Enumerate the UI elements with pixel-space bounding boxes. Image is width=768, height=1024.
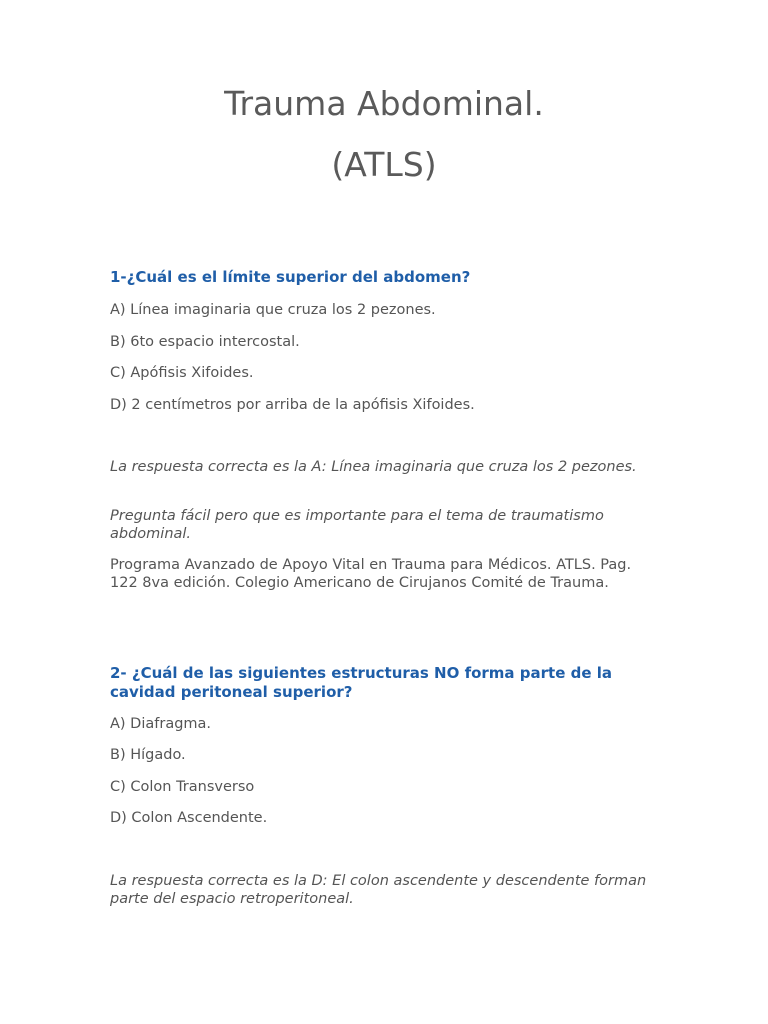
question-2-heading: 2- ¿Cuál de las siguientes estructuras NO forma parte de la cavidad peritoneal superior?	[110, 664, 612, 701]
question-2-option-c: C) Colon Transverso	[110, 779, 255, 795]
document-subtitle: (ATLS)	[331, 145, 437, 184]
question-1-heading: 1-¿Cuál es el límite superior del abdomen?	[110, 268, 471, 286]
document-title: Trauma Abdominal.	[224, 84, 544, 123]
question-1-option-b: B) 6to espacio intercostal.	[110, 334, 300, 350]
question-2-option-b: B) Hígado.	[110, 747, 186, 763]
question-2-answer: La respuesta correcta es la D: El colon ascendente y descendente forman parte del espacio retroperitoneal.	[110, 873, 647, 907]
question-2-option-d: D) Colon Ascendente.	[110, 810, 268, 826]
question-1-answer: La respuesta correcta es la A: Línea imaginaria que cruza los 2 pezones.	[110, 459, 637, 475]
question-1-reference: Programa Avanzado de Apoyo Vital en Trauma para Médicos. ATLS. Pag. 122 8va edición. Colegio Americano de Cirujanos Comité de Trauma.	[110, 557, 632, 591]
question-1-option-d: D) 2 centímetros por arriba de la apófisis Xifoides.	[110, 397, 475, 413]
question-2-option-a: A) Diafragma.	[110, 716, 212, 732]
question-1-option-c: C) Apófisis Xifoides.	[110, 365, 254, 381]
question-1-comment: Pregunta fácil pero que es importante para el tema de traumatismo abdominal.	[110, 508, 604, 542]
question-1-option-a: A) Línea imaginaria que cruza los 2 pezones.	[110, 302, 436, 318]
